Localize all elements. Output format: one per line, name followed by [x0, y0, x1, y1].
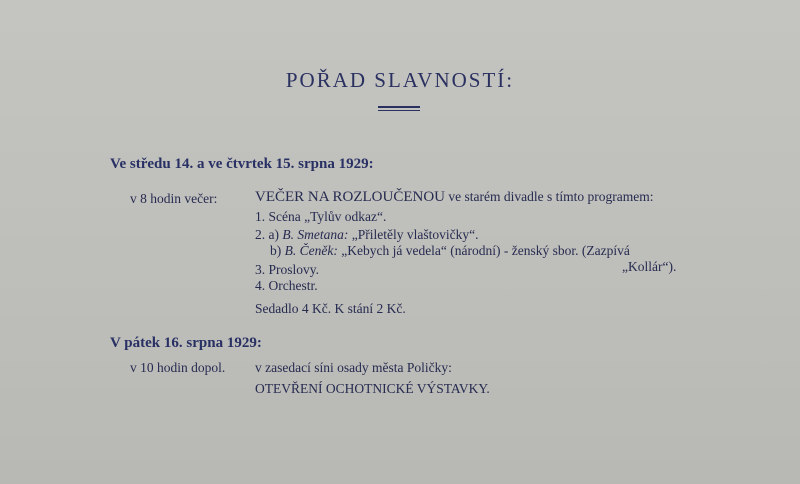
- program-item-2b-continuation: „Kollár“).: [622, 259, 677, 274]
- program-item-1: 1. Scéna „Tylův odkaz“.: [255, 209, 387, 224]
- program-item-2a-work: „Přiletěly vlaštovičky“.: [351, 227, 479, 242]
- day1-event: [255, 189, 653, 206]
- program-item-2b-author: B. Čeněk:: [284, 243, 338, 258]
- program-item-2b-work: „Kebych já vedela“ (národní) - ženský sbor. (Zazpívá: [341, 243, 630, 258]
- day1-heading: Ve středu 14. a ve čtvrtek 15. srpna 1929:: [110, 156, 374, 172]
- program-item-2b: [270, 243, 630, 259]
- page-title: POŘAD SLAVNOSTÍ:: [285, 68, 515, 92]
- day2-place: v zasedací síni osady města Poličky:: [255, 360, 452, 375]
- day1-time: v 8 hodin večer:: [130, 191, 218, 206]
- program-item-2b-prefix: b): [270, 243, 282, 258]
- program-item-2a-author: B. Smetana:: [282, 227, 349, 242]
- program-item-3: 3. Proslovy.: [255, 262, 320, 277]
- day2-event: OTEVŘENÍ OCHOTNICKÉ VÝSTAVKY.: [255, 381, 490, 396]
- day2-time: v 10 hodin dopol.: [130, 360, 226, 375]
- program-item-2a: [255, 227, 478, 243]
- day2-heading: V pátek 16. srpna 1929:: [110, 335, 262, 351]
- ticket-prices: Sedadlo 4 Kč. K stání 2 Kč.: [255, 301, 406, 316]
- program-item-4: 4. Orchestr.: [255, 278, 318, 293]
- day1-event-rest: ve starém divadle s tímto programem:: [448, 189, 654, 204]
- title-divider: [378, 106, 420, 111]
- program-item-2a-prefix: 2. a): [255, 227, 279, 242]
- day1-event-name: VEČER NA ROZLOUČENOU: [255, 189, 445, 205]
